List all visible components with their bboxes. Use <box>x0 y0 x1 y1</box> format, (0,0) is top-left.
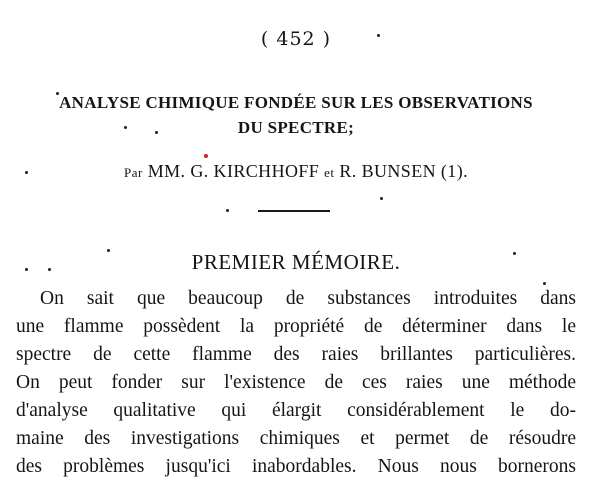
authors-part-1: MM. G. KIRCHHOFF <box>147 161 320 181</box>
body-line: On sait que beaucoup de substances introduites dans <box>40 288 576 309</box>
scan-speck <box>543 282 546 285</box>
body-line: maine des investigations chimiques et permet de résoudre <box>16 428 576 449</box>
title-line-1: ANALYSE CHIMIQUE FONDÉE SUR LES OBSERVATIONS <box>59 93 533 112</box>
scan-speck <box>226 209 229 212</box>
scan-speck <box>155 131 158 134</box>
authors-line <box>0 161 592 182</box>
section-divider-rule <box>258 210 330 212</box>
section-heading: PREMIER MÉMOIRE. <box>191 250 401 274</box>
scan-speck <box>25 268 28 271</box>
scan-speck-red <box>204 154 208 158</box>
body-line: spectre de cette flamme des raies brillantes particulières. <box>16 344 576 365</box>
scan-speck <box>124 126 127 129</box>
scan-speck <box>48 268 51 271</box>
authors-prefix: Par <box>124 165 143 180</box>
scan-speck <box>380 197 383 200</box>
scan-speck <box>377 34 380 37</box>
scan-speck <box>107 249 110 252</box>
body-line: des problèmes jusqu'ici inabordables. Nous nous bornerons <box>16 456 576 477</box>
body-line: On peut fonder sur l'existence de ces raies une méthode <box>16 372 576 393</box>
scan-speck <box>513 252 516 255</box>
authors-part-2: R. BUNSEN (1). <box>339 161 468 181</box>
page-number: ( 452 ) <box>260 28 332 50</box>
scan-speck <box>56 92 59 95</box>
authors-connector: et <box>324 165 335 180</box>
scan-speck <box>25 171 28 174</box>
title-line-2: DU SPECTRE; <box>237 118 355 137</box>
body-line: une flamme possèdent la propriété de déterminer dans le <box>16 316 576 337</box>
body-line: d'analyse qualitative qui élargit considérablement le do- <box>16 400 576 421</box>
